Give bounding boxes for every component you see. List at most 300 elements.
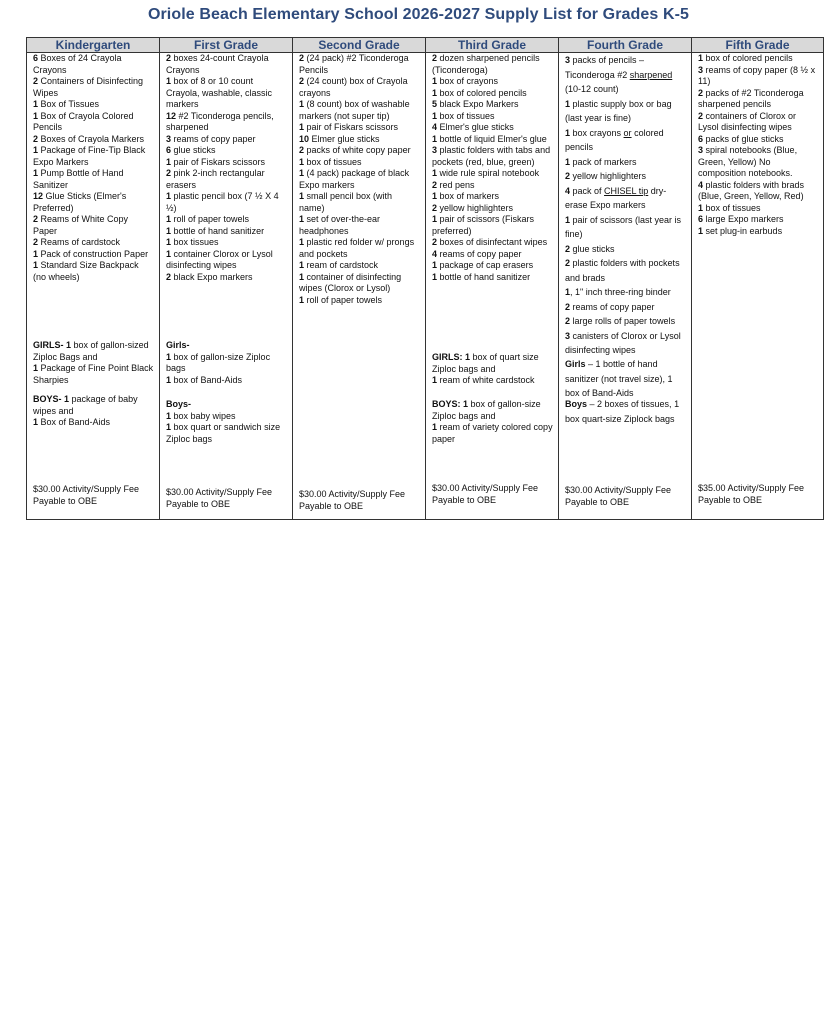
item-text: box of tissues bbox=[304, 156, 362, 167]
girls-heading bbox=[166, 340, 288, 352]
supply-item bbox=[698, 180, 817, 203]
item-quantity: 4 bbox=[698, 179, 704, 190]
supply-item bbox=[33, 134, 153, 146]
item-text: (24 pack) #2 Ticonderoga Pencils bbox=[299, 53, 409, 75]
girls-supplies-text: – 1 bottle of hand sanitizer (not travel size), 1 box of Band-Aids bbox=[565, 359, 673, 398]
item-text: pair of scissors (last year is fine) bbox=[565, 214, 682, 239]
boys-label: BOYS- bbox=[33, 394, 62, 404]
supply-item bbox=[565, 213, 685, 242]
item-text: packs of glue sticks bbox=[703, 133, 784, 144]
supply-item bbox=[565, 256, 685, 285]
item-quantity: 1 bbox=[432, 422, 438, 432]
item-quantity: 10 bbox=[299, 133, 310, 144]
item-quantity: 1 bbox=[299, 122, 305, 132]
item-text: red pens bbox=[437, 179, 475, 190]
item-text: glue sticks bbox=[570, 243, 615, 254]
item-text: containers of Clorox or Lysol disinfecting wipes bbox=[698, 110, 797, 132]
item-text: glue sticks bbox=[171, 145, 216, 155]
item-quantity: 1 bbox=[698, 225, 704, 236]
item-quantity: 1 bbox=[299, 156, 305, 167]
grade-header-fourth-grade: Fourth Grade bbox=[559, 38, 692, 53]
item-quantity: 1 bbox=[299, 294, 305, 305]
supply-item bbox=[698, 88, 817, 111]
item-quantity: 1 bbox=[166, 374, 172, 385]
item-quantity: 1 bbox=[166, 225, 172, 236]
item-text: set plug-in earbuds bbox=[703, 225, 783, 236]
supply-item bbox=[565, 329, 685, 358]
item-quantity: 4 bbox=[565, 185, 571, 196]
supply-item bbox=[33, 237, 153, 249]
item-text: Package of Fine-Tip Black Expo Markers bbox=[33, 145, 146, 167]
supply-item bbox=[299, 76, 419, 99]
supply-items-list bbox=[33, 53, 153, 283]
supply-item bbox=[166, 352, 288, 375]
item-text: Containers of Disinfecting Wipes bbox=[33, 76, 144, 98]
item-text: reams of copy paper bbox=[437, 248, 522, 259]
fourth-grade-cell bbox=[559, 53, 692, 520]
supply-item bbox=[33, 145, 153, 168]
supply-item bbox=[33, 394, 155, 417]
item-quantity: 1 bbox=[432, 168, 438, 178]
item-text: Box of Tissues bbox=[38, 99, 100, 109]
item-text: reams of copy paper bbox=[171, 133, 256, 144]
supply-item bbox=[698, 214, 817, 226]
supply-row bbox=[27, 53, 824, 520]
grade-header-row bbox=[27, 38, 824, 53]
boys-supplies-section bbox=[33, 394, 155, 429]
item-quantity: 1 bbox=[565, 214, 571, 225]
item-text: yellow highlighters bbox=[570, 171, 647, 181]
supply-item bbox=[166, 157, 286, 169]
supply-item bbox=[299, 145, 419, 157]
item-text: dozen sharpened pencils (Ticonderoga) bbox=[432, 53, 540, 75]
item-underlined-text: CHISEL tip bbox=[604, 185, 649, 196]
supply-item bbox=[565, 126, 685, 155]
supply-item bbox=[166, 214, 286, 226]
item-text: wide rule spiral notebook bbox=[437, 168, 540, 178]
grade-header-second-grade: Second Grade bbox=[293, 38, 426, 53]
supply-item bbox=[432, 249, 552, 261]
page-title: Oriole Beach Elementary School 2026-2027 Supply List for Grades K-5 bbox=[147, 6, 690, 23]
item-quantity: 1 bbox=[432, 214, 438, 224]
boys-label: Boys- bbox=[166, 399, 192, 409]
supply-list-table bbox=[26, 37, 824, 520]
item-text: bottle of hand sanitizer bbox=[171, 225, 265, 236]
item-text: box of colored pencils bbox=[437, 87, 527, 98]
item-text: Reams of cardstock bbox=[38, 237, 121, 247]
item-text: box crayons bbox=[570, 127, 624, 138]
item-quantity: 2 bbox=[432, 179, 438, 190]
supply-item bbox=[698, 134, 817, 146]
item-text: pair of Fiskars scissors bbox=[304, 122, 399, 132]
supply-item bbox=[166, 422, 288, 445]
item-text: canisters of Clorox or Lysol disinfecting wipes bbox=[565, 330, 681, 355]
grade-header-kindergarten: Kindergarten bbox=[27, 38, 160, 53]
supply-item bbox=[432, 134, 552, 146]
item-quantity: 1 bbox=[432, 110, 438, 121]
item-text: small pencil box (with name) bbox=[299, 191, 393, 213]
item-text: plastic supply box or bag (last year is fine) bbox=[565, 98, 672, 123]
item-quantity: 3 bbox=[565, 55, 571, 65]
item-text: large rolls of paper towels bbox=[570, 316, 676, 326]
item-quantity: 1 bbox=[432, 133, 438, 144]
item-text: roll of paper towels bbox=[304, 294, 383, 305]
supply-item bbox=[166, 226, 286, 238]
supply-item bbox=[432, 145, 552, 168]
item-quantity: 1 bbox=[166, 422, 172, 432]
item-quantity: 1 bbox=[565, 127, 571, 138]
item-text: Box of Crayola Colored Pencils bbox=[33, 110, 134, 132]
item-text: box quart or sandwich size Ziploc bags bbox=[166, 422, 281, 444]
item-quantity: 1 bbox=[698, 53, 704, 63]
supply-item bbox=[432, 76, 552, 88]
item-quantity: 12 bbox=[33, 191, 44, 201]
supply-items-list bbox=[299, 53, 419, 306]
item-text: box of 8 or 10 count Crayola, washable, classic markers bbox=[166, 76, 273, 109]
item-quantity: 2 bbox=[299, 76, 305, 86]
item-text-continued: dry-erase Expo markers bbox=[565, 185, 667, 210]
item-text: pink 2-inch rectangular erasers bbox=[166, 168, 265, 190]
item-text: box of tissues bbox=[703, 202, 761, 213]
item-text: pair of Fiskars scissors bbox=[171, 156, 266, 167]
girls-label: GIRLS- bbox=[33, 340, 64, 350]
item-text: box of crayons bbox=[437, 76, 499, 86]
fifth-grade-cell bbox=[692, 53, 824, 520]
item-quantity: 1 bbox=[299, 99, 305, 109]
supply-item bbox=[299, 134, 419, 146]
supply-item bbox=[432, 122, 552, 134]
item-text: box of tissues bbox=[437, 110, 495, 121]
item-text: ream of white cardstock bbox=[437, 375, 535, 385]
supply-item bbox=[166, 111, 286, 134]
supply-item bbox=[432, 191, 552, 203]
item-quantity: 12 bbox=[166, 110, 177, 121]
supply-item bbox=[299, 99, 419, 122]
item-text: box of gallon-size Ziploc bags and bbox=[432, 399, 541, 421]
supply-items-list bbox=[166, 53, 286, 283]
item-text: package of baby wipes and bbox=[33, 394, 138, 416]
supply-item bbox=[166, 168, 286, 191]
supply-item bbox=[299, 260, 419, 272]
item-text: box tissues bbox=[171, 237, 219, 247]
item-quantity: 1 bbox=[33, 145, 39, 155]
item-text: packs of pencils – Ticonderoga #2 bbox=[565, 55, 645, 80]
item-quantity: 3 bbox=[565, 330, 571, 341]
supply-item bbox=[299, 272, 419, 295]
item-text: container Clorox or Lysol disinfecting wipes bbox=[166, 248, 273, 270]
item-text: plastic folders with tabs and pockets (red, blue, green) bbox=[432, 145, 551, 167]
supply-item bbox=[166, 191, 286, 214]
boys-supplies-section bbox=[166, 399, 288, 445]
girls-label: Girls- bbox=[166, 340, 190, 350]
supply-item bbox=[299, 53, 419, 76]
item-text: set of over-the-ear headphones bbox=[299, 214, 381, 236]
item-quantity: 6 bbox=[698, 214, 704, 224]
supply-item bbox=[698, 226, 817, 238]
item-quantity: 1 bbox=[299, 214, 305, 224]
item-quantity: 1 bbox=[166, 76, 172, 86]
item-text: (8 count) box of washable markers (not super tip) bbox=[299, 99, 410, 121]
activity-fee-note: $30.00 Activity/Supply Fee Payable to OBE bbox=[432, 483, 539, 505]
supply-item bbox=[299, 191, 419, 214]
boys-label: Boys bbox=[565, 399, 588, 409]
item-quantity: 1 bbox=[432, 191, 438, 201]
supply-item bbox=[299, 122, 419, 134]
item-text: (4 pack) package of black Expo markers bbox=[299, 168, 410, 190]
item-text: spiral notebooks (Blue, Green, Yellow) No composition notebooks. bbox=[698, 145, 798, 178]
item-quantity: 1 bbox=[166, 191, 172, 201]
item-quantity: 1 bbox=[166, 237, 172, 247]
boys-supplies-section bbox=[565, 397, 687, 426]
supply-item bbox=[33, 340, 155, 363]
item-text: plastic pencil box (7 ½ X 4 ½) bbox=[166, 191, 279, 213]
activity-fee-note: $30.00 Activity/Supply Fee Payable to OBE bbox=[299, 489, 406, 511]
girls-label: Girls bbox=[565, 359, 586, 369]
item-text: Boxes of Crayola Markers bbox=[38, 133, 145, 144]
item-text: Pump Bottle of Hand Sanitizer bbox=[33, 168, 124, 190]
item-quantity: 2 bbox=[33, 214, 39, 224]
supply-item bbox=[432, 203, 552, 215]
item-text: Standard Size Backpack (no wheels) bbox=[33, 260, 139, 282]
item-quantity: 1 bbox=[166, 351, 172, 362]
item-quantity: 2 bbox=[565, 301, 571, 312]
supply-item bbox=[299, 168, 419, 191]
item-quantity: 1 bbox=[463, 399, 469, 409]
item-text: Boxes of 24 Crayola Crayons bbox=[33, 53, 122, 75]
supply-item bbox=[432, 237, 552, 249]
item-quantity: 2 bbox=[565, 243, 571, 254]
item-quantity: 2 bbox=[698, 110, 704, 121]
item-quantity: 2 bbox=[432, 53, 438, 63]
supply-item bbox=[166, 249, 286, 272]
item-text: container of disinfecting wipes (Clorox or Lysol) bbox=[299, 271, 402, 293]
item-quantity: 1 bbox=[299, 260, 305, 270]
item-text: box of Band-Aids bbox=[171, 374, 243, 385]
item-quantity: 1 bbox=[166, 248, 172, 259]
item-quantity: 1 bbox=[166, 410, 172, 421]
item-underlined-text: or bbox=[623, 127, 632, 138]
supply-item bbox=[432, 272, 552, 284]
item-quantity: 2 bbox=[166, 271, 172, 282]
item-quantity: 1 bbox=[33, 417, 39, 427]
supply-item bbox=[565, 285, 685, 300]
item-text: large Expo markers bbox=[703, 214, 784, 224]
item-text: black Expo markers bbox=[171, 271, 253, 282]
supply-item bbox=[33, 191, 153, 214]
activity-fee-note: $30.00 Activity/Supply Fee Payable to OBE bbox=[565, 485, 672, 507]
item-quantity: 1 bbox=[66, 340, 72, 350]
supply-item bbox=[432, 375, 554, 387]
supply-item bbox=[166, 411, 288, 423]
first-grade-cell bbox=[160, 53, 293, 520]
item-text: box of gallon-size Ziploc bags bbox=[166, 351, 271, 373]
supply-item bbox=[698, 203, 817, 215]
item-text: box of markers bbox=[437, 191, 500, 201]
item-quantity: 6 bbox=[166, 145, 172, 155]
item-text-continued: colored pencils bbox=[565, 127, 664, 152]
item-quantity: 2 bbox=[565, 316, 571, 326]
item-quantity: 1 bbox=[698, 202, 704, 213]
item-quantity: 1 bbox=[33, 260, 39, 270]
item-text: boxes 24-count Crayola Crayons bbox=[166, 53, 269, 75]
boys-supplies-section bbox=[432, 399, 554, 445]
girls-supplies-section bbox=[432, 352, 554, 387]
item-quantity: 2 bbox=[33, 133, 39, 144]
grade-header-fifth-grade: Fifth Grade bbox=[692, 38, 824, 53]
girls-supplies-section bbox=[565, 357, 687, 401]
item-quantity: 1 bbox=[33, 99, 39, 109]
item-underlined-text: sharpened bbox=[629, 69, 673, 80]
supply-item bbox=[565, 169, 685, 184]
item-text: pair of scissors (Fiskars preferred) bbox=[432, 214, 535, 236]
item-text: Reams of White Copy Paper bbox=[33, 214, 129, 236]
item-text: box baby wipes bbox=[171, 410, 236, 421]
supply-items-list bbox=[565, 53, 685, 358]
item-quantity: 2 bbox=[33, 76, 39, 86]
item-quantity: 1 bbox=[299, 191, 305, 201]
girls-label: GIRLS: bbox=[432, 352, 463, 362]
supply-item bbox=[698, 53, 817, 65]
item-text: ream of variety colored copy paper bbox=[432, 422, 553, 444]
item-quantity: 1 bbox=[432, 260, 438, 270]
item-quantity: 1 bbox=[33, 110, 39, 121]
supply-item bbox=[166, 76, 286, 111]
item-quantity: 1 bbox=[166, 156, 172, 167]
item-quantity: 2 bbox=[565, 171, 571, 181]
item-quantity: 4 bbox=[432, 248, 438, 259]
item-quantity: 2 bbox=[166, 53, 172, 63]
item-text: plastic folders with pockets and brads bbox=[565, 258, 680, 283]
item-quantity: 1 bbox=[565, 98, 571, 109]
item-quantity: 6 bbox=[33, 53, 39, 63]
supply-item bbox=[432, 260, 552, 272]
supply-item bbox=[565, 97, 685, 126]
supply-item bbox=[565, 242, 685, 257]
item-quantity: 1 bbox=[64, 394, 70, 404]
supply-item bbox=[299, 157, 419, 169]
item-text: packs of #2 Ticonderoga sharpened pencils bbox=[698, 87, 804, 109]
item-quantity: 2 bbox=[33, 237, 39, 247]
item-text: box of gallon-sized Ziploc Bags and bbox=[33, 340, 149, 362]
supply-item bbox=[299, 295, 419, 307]
item-quantity: 1 bbox=[432, 87, 438, 98]
item-quantity: 2 bbox=[432, 237, 438, 247]
supply-item bbox=[166, 53, 286, 76]
activity-fee-note: $30.00 Activity/Supply Fee Payable to OBE bbox=[33, 484, 140, 506]
girls-supplies-section bbox=[166, 340, 288, 386]
item-quantity: 1 bbox=[166, 214, 172, 224]
girls-supplies-section bbox=[33, 340, 155, 386]
kindergarten-cell bbox=[27, 53, 160, 520]
item-text: , 1" inch three-ring binder bbox=[570, 287, 671, 297]
item-quantity: 3 bbox=[166, 133, 172, 144]
second-grade-cell bbox=[293, 53, 426, 520]
supply-item bbox=[299, 214, 419, 237]
item-text: box of quart size Ziploc bags and bbox=[432, 352, 539, 374]
item-quantity: 1 bbox=[565, 287, 571, 297]
item-quantity: 1 bbox=[299, 237, 305, 247]
supply-item bbox=[33, 111, 153, 134]
supply-item bbox=[33, 249, 153, 261]
item-text: (24 count) box of Crayola crayons bbox=[299, 76, 408, 98]
item-quantity: 2 bbox=[432, 202, 438, 213]
grade-header-third-grade: Third Grade bbox=[426, 38, 559, 53]
item-text: Elmer's glue sticks bbox=[437, 122, 514, 132]
item-text: reams of copy paper bbox=[570, 301, 655, 312]
supply-item bbox=[698, 145, 817, 180]
item-text: roll of paper towels bbox=[171, 214, 250, 224]
item-text: plastic folders with brads (Blue, Green, Yellow, Red) bbox=[698, 179, 805, 201]
supply-item bbox=[166, 272, 286, 284]
item-quantity: 6 bbox=[698, 133, 704, 144]
supply-item bbox=[33, 53, 153, 76]
item-text: Elmer glue sticks bbox=[309, 133, 380, 144]
supply-item bbox=[432, 214, 552, 237]
activity-fee-note: $35.00 Activity/Supply Fee Payable to OBE bbox=[698, 483, 805, 505]
item-text-continued: (10-12 count) bbox=[565, 84, 619, 94]
boys-supplies-text: – 2 boxes of tissues, 1 box quart-size Ziplock bags bbox=[565, 399, 680, 424]
boys-label: BOYS: bbox=[432, 399, 461, 409]
item-text: pack of bbox=[570, 185, 605, 196]
item-text: Glue Sticks (Elmer's Preferred) bbox=[33, 191, 127, 213]
supply-item bbox=[565, 155, 685, 170]
item-text: Package of Fine Point Black Sharpies bbox=[33, 363, 154, 385]
supply-item bbox=[33, 214, 153, 237]
item-quantity: 3 bbox=[698, 145, 704, 155]
item-quantity: 2 bbox=[299, 53, 305, 63]
supply-item bbox=[565, 314, 685, 329]
item-quantity: 2 bbox=[698, 87, 704, 98]
item-quantity: 2 bbox=[166, 168, 172, 178]
supply-item bbox=[166, 134, 286, 146]
supply-item bbox=[432, 168, 552, 180]
supply-item bbox=[432, 88, 552, 100]
supply-items-list bbox=[432, 53, 552, 283]
supply-item bbox=[33, 363, 155, 386]
item-quantity: 1 bbox=[33, 363, 39, 373]
supply-item bbox=[33, 168, 153, 191]
item-text: bottle of hand sanitizer bbox=[437, 271, 531, 282]
supply-item bbox=[565, 53, 685, 97]
item-text: plastic red folder w/ prongs and pockets bbox=[299, 237, 415, 259]
item-quantity: 1 bbox=[465, 352, 471, 362]
item-quantity: 1 bbox=[299, 271, 305, 282]
item-text: boxes of disinfectant wipes bbox=[437, 237, 548, 247]
item-text: reams of copy paper (8 ½ x 11) bbox=[698, 64, 816, 86]
third-grade-cell bbox=[426, 53, 559, 520]
supply-item bbox=[565, 184, 685, 213]
item-quantity: 1 bbox=[33, 168, 39, 178]
supply-item bbox=[565, 300, 685, 315]
supply-item bbox=[33, 417, 155, 429]
item-text: yellow highlighters bbox=[437, 202, 514, 213]
item-text: package of cap erasers bbox=[437, 260, 534, 270]
grade-header-first-grade: First Grade bbox=[160, 38, 293, 53]
supply-item bbox=[432, 399, 554, 422]
supply-item bbox=[432, 352, 554, 375]
supply-item bbox=[432, 422, 554, 445]
boys-heading bbox=[166, 399, 288, 411]
supply-item bbox=[33, 99, 153, 111]
supply-item bbox=[432, 99, 552, 111]
supply-item bbox=[698, 111, 817, 134]
item-quantity: 2 bbox=[565, 258, 571, 268]
supply-item bbox=[166, 375, 288, 387]
activity-fee-note: $30.00 Activity/Supply Fee Payable to OBE bbox=[166, 487, 273, 509]
item-quantity: 1 bbox=[432, 271, 438, 282]
item-quantity: 4 bbox=[432, 122, 438, 132]
supply-item bbox=[432, 180, 552, 192]
